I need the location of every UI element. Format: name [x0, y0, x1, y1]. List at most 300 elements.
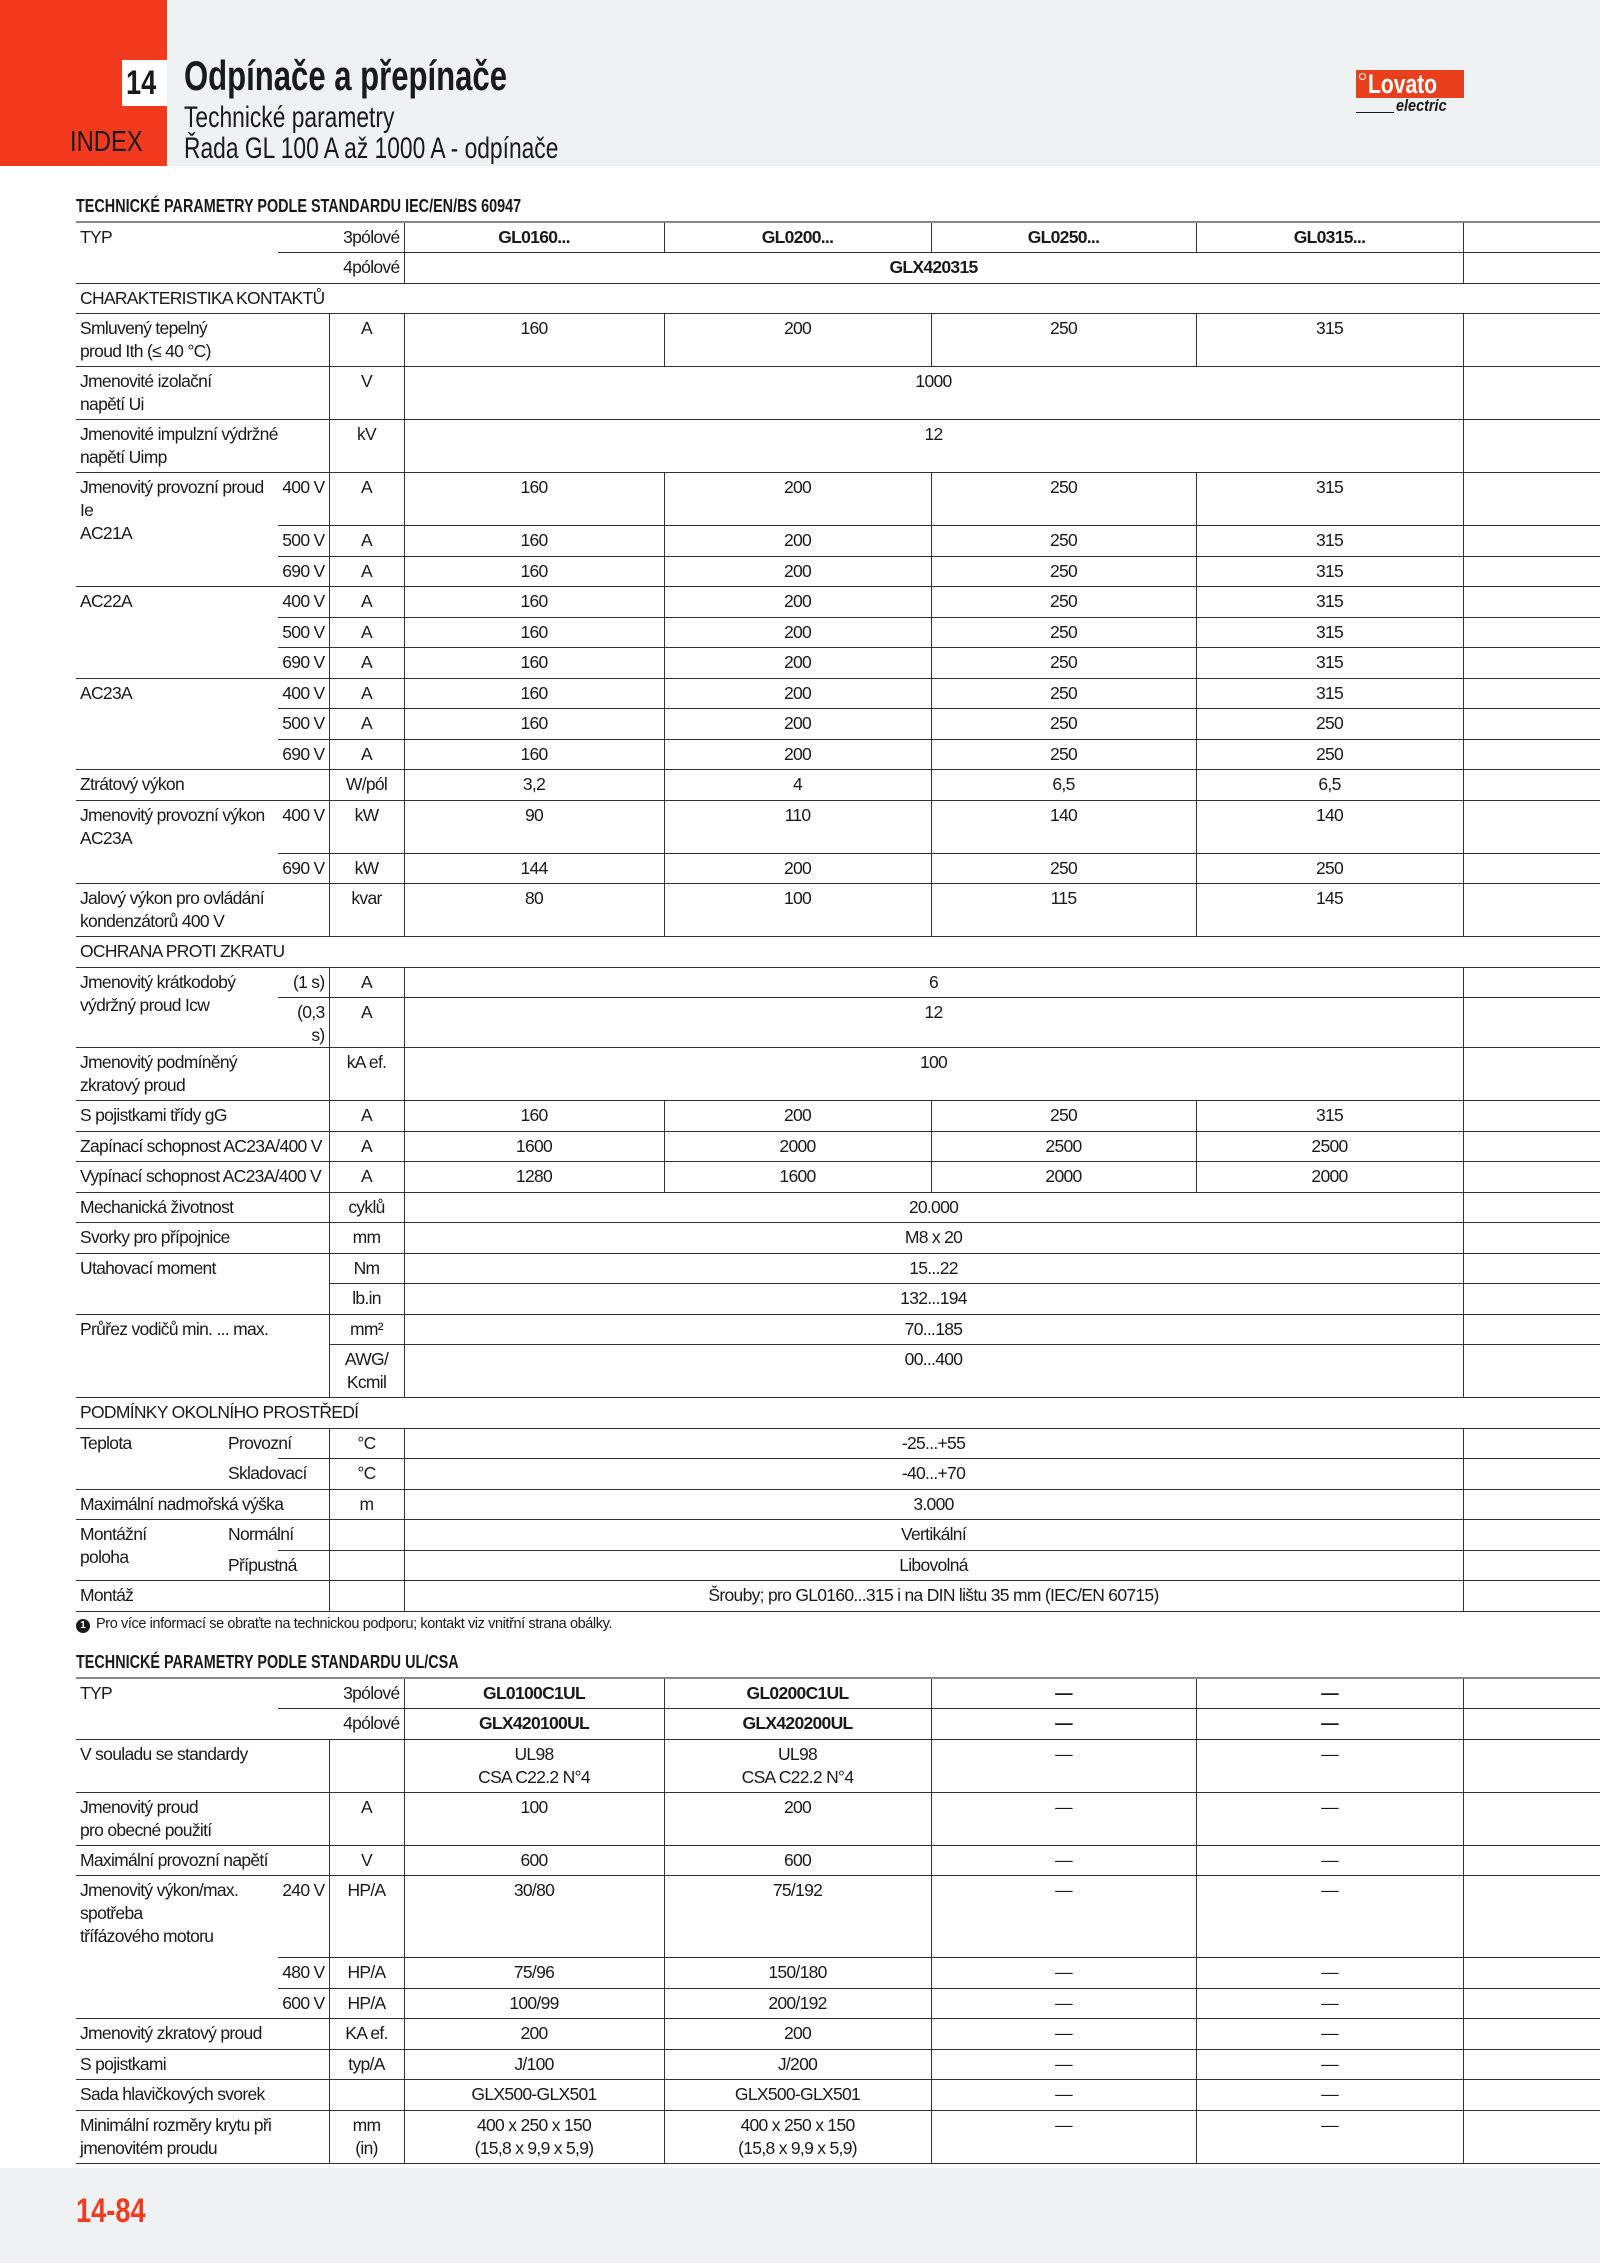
table-row [76, 1958, 1600, 1989]
table-row [76, 314, 1600, 367]
value-cell: — [1196, 2110, 1463, 2163]
value-cell: 200/192 [664, 1988, 931, 2019]
empty-column-cell [1463, 967, 1600, 998]
value-cell: 110 [664, 800, 931, 853]
ul-table-title: TECHNICKÉ PARAMETRY PODLE STANDARDU UL/CSA [76, 1652, 459, 1672]
value-cell: — [931, 1958, 1196, 1989]
value-cell: 2500 [931, 1131, 1196, 1162]
value-cell: — [931, 1739, 1196, 1792]
logo-sub: electric [1396, 96, 1447, 115]
empty-column-cell [1463, 314, 1600, 367]
value-cell-all-models: 12 [404, 998, 1463, 1048]
row-sublabel-text: 690 V [282, 743, 325, 764]
unit-cell: W/pól [329, 770, 404, 801]
unit-cell [329, 2080, 404, 2111]
value-cell-all-models: 132...194 [404, 1284, 1463, 1315]
row-sublabel-text: Přípustná [228, 1554, 297, 1575]
value-cell: 144 [404, 853, 664, 884]
row-sublabel [228, 1428, 329, 1459]
table-row [76, 1223, 1600, 1254]
table-row [76, 648, 1600, 679]
unit-cell: A [329, 678, 404, 709]
table-row [76, 2019, 1600, 2050]
value-cell: — [1196, 1876, 1463, 1958]
row-label: Jmenovitý zkratový proud [76, 2019, 329, 2050]
value-cell: 75/96 [404, 1958, 664, 1989]
value-cell: — [931, 1678, 1196, 1709]
value-cell: 140 [931, 800, 1196, 853]
unit-cell: m [329, 1489, 404, 1520]
value-cell-all-models: 15...22 [404, 1253, 1463, 1284]
page-number: 14-84 [76, 2192, 146, 2230]
table-row [76, 1314, 1600, 1345]
empty-column-cell [1463, 1709, 1600, 1740]
info-number-1-icon: 1 [76, 1619, 90, 1633]
table-row [76, 1581, 1600, 1612]
value-cell: 200 [664, 1101, 931, 1132]
row-sublabel-text: 600 V [282, 1992, 325, 2013]
table-row [76, 1792, 1600, 1845]
empty-column-cell [1463, 1581, 1600, 1612]
empty-column-cell [1463, 587, 1600, 618]
row-sublabel-text: 400 V [282, 682, 325, 703]
empty-column-cell [1463, 1314, 1600, 1345]
value-cell: 200 [664, 473, 931, 526]
unit-cell [329, 1581, 404, 1612]
empty-column-cell [1463, 1162, 1600, 1193]
empty-column-cell [1463, 739, 1600, 770]
row-sublabel [278, 526, 329, 557]
empty-column-cell [1463, 367, 1600, 420]
value-cell: 250 [1196, 709, 1463, 740]
table-row [76, 1253, 1600, 1284]
value-cell: 600 [404, 1845, 664, 1876]
value-cell: 2000 [931, 1162, 1196, 1193]
value-cell: 160 [404, 526, 664, 557]
unit-cell: A [329, 1792, 404, 1845]
empty-column-cell [1463, 526, 1600, 557]
value-cell-all-models: -40...+70 [404, 1459, 1463, 1490]
empty-column-cell [1463, 1845, 1600, 1876]
value-cell-all-models: GLX420315 [404, 253, 1463, 284]
value-cell: 1600 [404, 1131, 664, 1162]
value-cell: 100/99 [404, 1988, 664, 2019]
value-cell: 200 [664, 587, 931, 618]
empty-column-cell [1463, 2080, 1600, 2111]
empty-column-cell [1463, 473, 1600, 526]
row-label: Jmenovitý provozní výkon AC23A [76, 800, 278, 884]
row-label: S pojistkami [76, 2049, 329, 2080]
row-label: Jmenovitý proud pro obecné použití [76, 1792, 329, 1845]
value-cell: 250 [931, 648, 1196, 679]
value-cell-all-models: 00...400 [404, 1345, 1463, 1398]
value-cell: 200 [404, 2019, 664, 2050]
unit-cell: A [329, 967, 404, 998]
row-label: AC23A [76, 678, 278, 770]
value-cell: 150/180 [664, 1958, 931, 1989]
value-cell: 2500 [1196, 1131, 1463, 1162]
empty-column-cell [1463, 1192, 1600, 1223]
value-cell: 315 [1196, 556, 1463, 587]
section-heading: PODMÍNKY OKOLNÍHO PROSTŘEDÍ [76, 1398, 1600, 1429]
table-row [76, 1162, 1600, 1193]
row-label: Jmenovité izolační napětí Ui [76, 367, 329, 420]
empty-column-cell [1463, 1101, 1600, 1132]
value-cell: — [1196, 1988, 1463, 2019]
row-sublabel [278, 1876, 329, 1958]
empty-column-cell [1463, 1284, 1600, 1315]
empty-column-cell [1463, 1131, 1600, 1162]
value-cell: 250 [931, 1101, 1196, 1132]
value-cell: 250 [931, 556, 1196, 587]
value-cell: — [931, 2019, 1196, 2050]
empty-column-cell [1463, 800, 1600, 853]
row-label: Jmenovitý provozní proud Ie AC21A [76, 473, 278, 587]
row-label: Jmenovitý krátkodobý výdržný proud Icw [76, 967, 278, 1048]
value-cell-all-models: 6 [404, 967, 1463, 998]
value-cell: 250 [931, 709, 1196, 740]
value-cell: — [1196, 1792, 1463, 1845]
table-row [76, 853, 1600, 884]
value-cell: GL0315... [1196, 222, 1463, 253]
empty-column-cell [1463, 770, 1600, 801]
empty-column-cell [1463, 2110, 1600, 2163]
value-cell: 115 [931, 884, 1196, 937]
row-sublabel [228, 1459, 329, 1490]
unit-cell: kA ef. [329, 1048, 404, 1101]
value-cell: 100 [664, 884, 931, 937]
value-cell: 80 [404, 884, 664, 937]
table-row [76, 587, 1600, 618]
value-cell: UL98 CSA C22.2 N°4 [404, 1739, 664, 1792]
value-cell: 250 [931, 473, 1196, 526]
unit-cell [329, 1520, 404, 1551]
table-row [76, 1520, 1600, 1551]
unit-cell: lb.in [329, 1284, 404, 1315]
row-sublabel-text: 690 V [282, 652, 325, 672]
unit-cell: mm² [329, 1314, 404, 1345]
section-row [76, 283, 1600, 314]
table-row [76, 884, 1600, 937]
table-row [76, 1845, 1600, 1876]
chapter-number: 14 [126, 64, 157, 102]
row-label: Jmenovitý podmíněný zkratový proud [76, 1048, 329, 1101]
value-cell: — [931, 2110, 1196, 2163]
unit-cell: cyklů [329, 1192, 404, 1223]
empty-column-cell [1463, 1459, 1600, 1490]
table-row [76, 967, 1600, 998]
value-cell: — [931, 2080, 1196, 2111]
row-label: Průřez vodičů min. ... max. [76, 1314, 329, 1398]
value-cell: 2000 [1196, 1162, 1463, 1193]
row-sublabel-text: 400 V [282, 591, 325, 611]
table-row [76, 526, 1600, 557]
table-row [76, 1876, 1600, 1958]
value-cell: — [1196, 2019, 1463, 2050]
value-cell: 600 [664, 1845, 931, 1876]
table-row [76, 770, 1600, 801]
unit-cell [329, 1550, 404, 1581]
footnote [76, 1616, 612, 1633]
empty-column-cell [1463, 1428, 1600, 1459]
value-cell: GLX500-GLX501 [664, 2080, 931, 2111]
empty-column-cell [1463, 617, 1600, 648]
empty-column-cell [1463, 1678, 1600, 1709]
unit-cell: A [329, 587, 404, 618]
row-sublabel-text: 400 V [282, 477, 325, 497]
row-sublabel-text: Provozní [228, 1432, 292, 1453]
value-cell: — [1196, 2049, 1463, 2080]
table-row [76, 2049, 1600, 2080]
empty-column-cell [1463, 853, 1600, 884]
table-row [76, 998, 1600, 1048]
value-cell: GL0100C1UL [404, 1678, 664, 1709]
value-cell: GLX420200UL [664, 1709, 931, 1740]
value-cell-all-models: 12 [404, 420, 1463, 473]
unit-cell: kW [329, 853, 404, 884]
unit-cell: kvar [329, 884, 404, 937]
row-label: Svorky pro přípojnice [76, 1223, 329, 1254]
value-cell: GL0200C1UL [664, 1678, 931, 1709]
table-row [76, 420, 1600, 473]
unit-cell: HP/A [329, 1958, 404, 1989]
value-cell-all-models: 20.000 [404, 1192, 1463, 1223]
unit-cell: A [329, 709, 404, 740]
table-row [76, 1988, 1600, 2019]
unit-cell: HP/A [329, 1988, 404, 2019]
value-cell-all-models: 100 [404, 1048, 1463, 1101]
unit-cell: HP/A [329, 1876, 404, 1958]
value-cell: 6,5 [931, 770, 1196, 801]
value-cell: — [1196, 2080, 1463, 2111]
value-cell: 400 x 250 x 150 (15,8 x 9,9 x 5,9) [404, 2110, 664, 2163]
value-cell: 6,5 [1196, 770, 1463, 801]
row-sublabel [278, 473, 329, 526]
value-cell: GLX500-GLX501 [404, 2080, 664, 2111]
value-cell: 160 [404, 739, 664, 770]
type-label: TYP [76, 222, 278, 283]
unit-cell: A [329, 1131, 404, 1162]
value-cell: 145 [1196, 884, 1463, 937]
empty-column-cell [1463, 1520, 1600, 1551]
empty-column-cell [1463, 1223, 1600, 1254]
row-label: Ztrátový výkon [76, 770, 329, 801]
footnote-text: Pro více informací se obraťte na technickou podporu; kontakt viz vnitřní strana obálky. [96, 1616, 613, 1632]
value-cell: — [1196, 1958, 1463, 1989]
row-sublabel-text: (0,3 s) [297, 1002, 325, 1045]
index-link[interactable]: INDEX [70, 126, 143, 158]
logo-subline [1356, 96, 1447, 115]
unit-cell: A [329, 617, 404, 648]
row-label: Smluvený tepelný proud Ith (≤ 40 °C) [76, 314, 329, 367]
value-cell: 250 [1196, 739, 1463, 770]
row-sublabel-text: (1 s) [292, 971, 325, 992]
row-label: Mechanická životnost [76, 1192, 329, 1223]
table-row [76, 473, 1600, 526]
unit-cell: mm (in) [329, 2110, 404, 2163]
row-label: Minimální rozměry krytu při jmenovitém proudu [76, 2110, 329, 2163]
value-cell-all-models: M8 x 20 [404, 1223, 1463, 1254]
row-sublabel-text: 500 V [282, 713, 325, 733]
empty-column-cell [1463, 1345, 1600, 1398]
value-cell: — [931, 1792, 1196, 1845]
empty-column-cell [1463, 998, 1600, 1048]
value-cell: 90 [404, 800, 664, 853]
value-cell: — [931, 1988, 1196, 2019]
table-row [76, 1428, 1600, 1459]
value-cell: 140 [1196, 800, 1463, 853]
type-header-row [76, 222, 1600, 253]
value-cell: 160 [404, 648, 664, 679]
logo-registered-icon [1359, 73, 1366, 80]
row-label: Montážní poloha [76, 1520, 278, 1581]
table-row [76, 2080, 1600, 2111]
row-sublabel [278, 998, 329, 1048]
unit-cell: °C [329, 1428, 404, 1459]
table-row [76, 739, 1600, 770]
value-cell: 200 [664, 739, 931, 770]
value-cell: 315 [1196, 617, 1463, 648]
table-row [76, 1550, 1600, 1581]
table-row [76, 2110, 1600, 2163]
row-label: Zapínací schopnost AC23A/400 V [76, 1131, 329, 1162]
row-label: V souladu se standardy [76, 1739, 329, 1792]
value-cell: 200 [664, 648, 931, 679]
value-cell: — [1196, 1709, 1463, 1740]
table-row [76, 1459, 1600, 1490]
row-label: Utahovací moment [76, 1253, 329, 1314]
value-cell: J/100 [404, 2049, 664, 2080]
value-cell-all-models: Libovolná [404, 1550, 1463, 1581]
row-label: Maximální provozní napětí [76, 1845, 329, 1876]
row-sublabel-text: 690 V [282, 857, 325, 878]
value-cell: 1600 [664, 1162, 931, 1193]
empty-column-cell [1463, 648, 1600, 679]
table-row [76, 709, 1600, 740]
empty-column-cell [1463, 1988, 1600, 2019]
value-cell: 200 [664, 556, 931, 587]
value-cell: 100 [404, 1792, 664, 1845]
value-cell: 160 [404, 1101, 664, 1132]
poles-label: 4pólové [278, 253, 404, 284]
empty-column-cell [1463, 1739, 1600, 1792]
poles-label: 3pólové [278, 222, 404, 253]
row-label: S pojistkami třídy gG [76, 1101, 329, 1132]
value-cell: 250 [1196, 853, 1463, 884]
value-cell: 160 [404, 709, 664, 740]
unit-cell: mm [329, 1223, 404, 1254]
value-cell: 160 [404, 587, 664, 618]
value-cell: — [1196, 1739, 1463, 1792]
table-row [76, 1131, 1600, 1162]
section-row [76, 937, 1600, 968]
value-cell: 160 [404, 617, 664, 648]
unit-cell: A [329, 473, 404, 526]
value-cell-all-models: 3.000 [404, 1489, 1463, 1520]
value-cell: 160 [404, 473, 664, 526]
value-cell: GL0160... [404, 222, 664, 253]
row-sublabel [278, 587, 329, 618]
row-sublabel-text: 500 V [282, 530, 325, 550]
row-sublabel [278, 853, 329, 884]
value-cell: — [931, 1845, 1196, 1876]
row-label: Vypínací schopnost AC23A/400 V [76, 1162, 329, 1193]
value-cell: 75/192 [664, 1876, 931, 1958]
row-label: Jmenovitý výkon/max. spotřeba třífázového motoru [76, 1876, 278, 2019]
empty-column-cell [1463, 222, 1600, 253]
value-cell: — [1196, 1845, 1463, 1876]
type-header-row [76, 253, 1600, 284]
unit-cell: A [329, 648, 404, 679]
value-cell: 30/80 [404, 1876, 664, 1958]
value-cell: 160 [404, 314, 664, 367]
value-cell: 250 [931, 678, 1196, 709]
empty-column-cell [1463, 1958, 1600, 1989]
poles-label: 4pólové [278, 1709, 404, 1740]
iec-table-title: TECHNICKÉ PARAMETRY PODLE STANDARDU IEC/EN/BS 60947 [76, 196, 522, 216]
row-sublabel [278, 1988, 329, 2019]
row-sublabel [278, 678, 329, 709]
value-cell: 315 [1196, 678, 1463, 709]
value-cell: 200 [664, 617, 931, 648]
empty-column-cell [1463, 1792, 1600, 1845]
value-cell: 315 [1196, 314, 1463, 367]
value-cell: — [931, 1709, 1196, 1740]
empty-column-cell [1463, 678, 1600, 709]
lovato-logo [1356, 70, 1464, 113]
value-cell: 4 [664, 770, 931, 801]
empty-column-cell [1463, 1048, 1600, 1101]
value-cell: 250 [931, 314, 1196, 367]
unit-cell: °C [329, 1459, 404, 1490]
value-cell: GL0250... [931, 222, 1196, 253]
unit-cell: Nm [329, 1253, 404, 1284]
value-cell: GL0200... [664, 222, 931, 253]
row-sublabel-text: Normální [228, 1524, 294, 1544]
row-label: Sada hlavičkových svorek [76, 2080, 329, 2111]
value-cell: 1280 [404, 1162, 664, 1193]
unit-cell: kV [329, 420, 404, 473]
row-label: Jalový výkon pro ovládání kondenzátorů 400 V [76, 884, 329, 937]
value-cell-all-models: -25...+55 [404, 1428, 1463, 1459]
value-cell: UL98 CSA C22.2 N°4 [664, 1739, 931, 1792]
page-subtitle: Technické parametry [184, 101, 395, 134]
empty-column-cell [1463, 884, 1600, 937]
section-heading: CHARAKTERISTIKA KONTAKTŮ [76, 283, 1600, 314]
empty-column-cell [1463, 1550, 1600, 1581]
empty-column-cell [1463, 556, 1600, 587]
value-cell: 315 [1196, 648, 1463, 679]
row-sublabel-text: 400 V [282, 804, 325, 825]
value-cell-all-models: 1000 [404, 367, 1463, 420]
row-sublabel [278, 556, 329, 587]
table-row [76, 1101, 1600, 1132]
iec-spec-table [76, 221, 1600, 1612]
value-cell: — [931, 1876, 1196, 1958]
unit-cell: A [329, 526, 404, 557]
empty-column-cell [1463, 1253, 1600, 1284]
value-cell: 250 [931, 587, 1196, 618]
row-sublabel [278, 648, 329, 679]
table-row [76, 556, 1600, 587]
unit-cell: A [329, 1101, 404, 1132]
unit-cell: V [329, 367, 404, 420]
table-row [76, 617, 1600, 648]
value-cell: 200 [664, 853, 931, 884]
value-cell: — [1196, 1678, 1463, 1709]
logo-brand: Lovato [1368, 70, 1438, 98]
value-cell: 315 [1196, 526, 1463, 557]
